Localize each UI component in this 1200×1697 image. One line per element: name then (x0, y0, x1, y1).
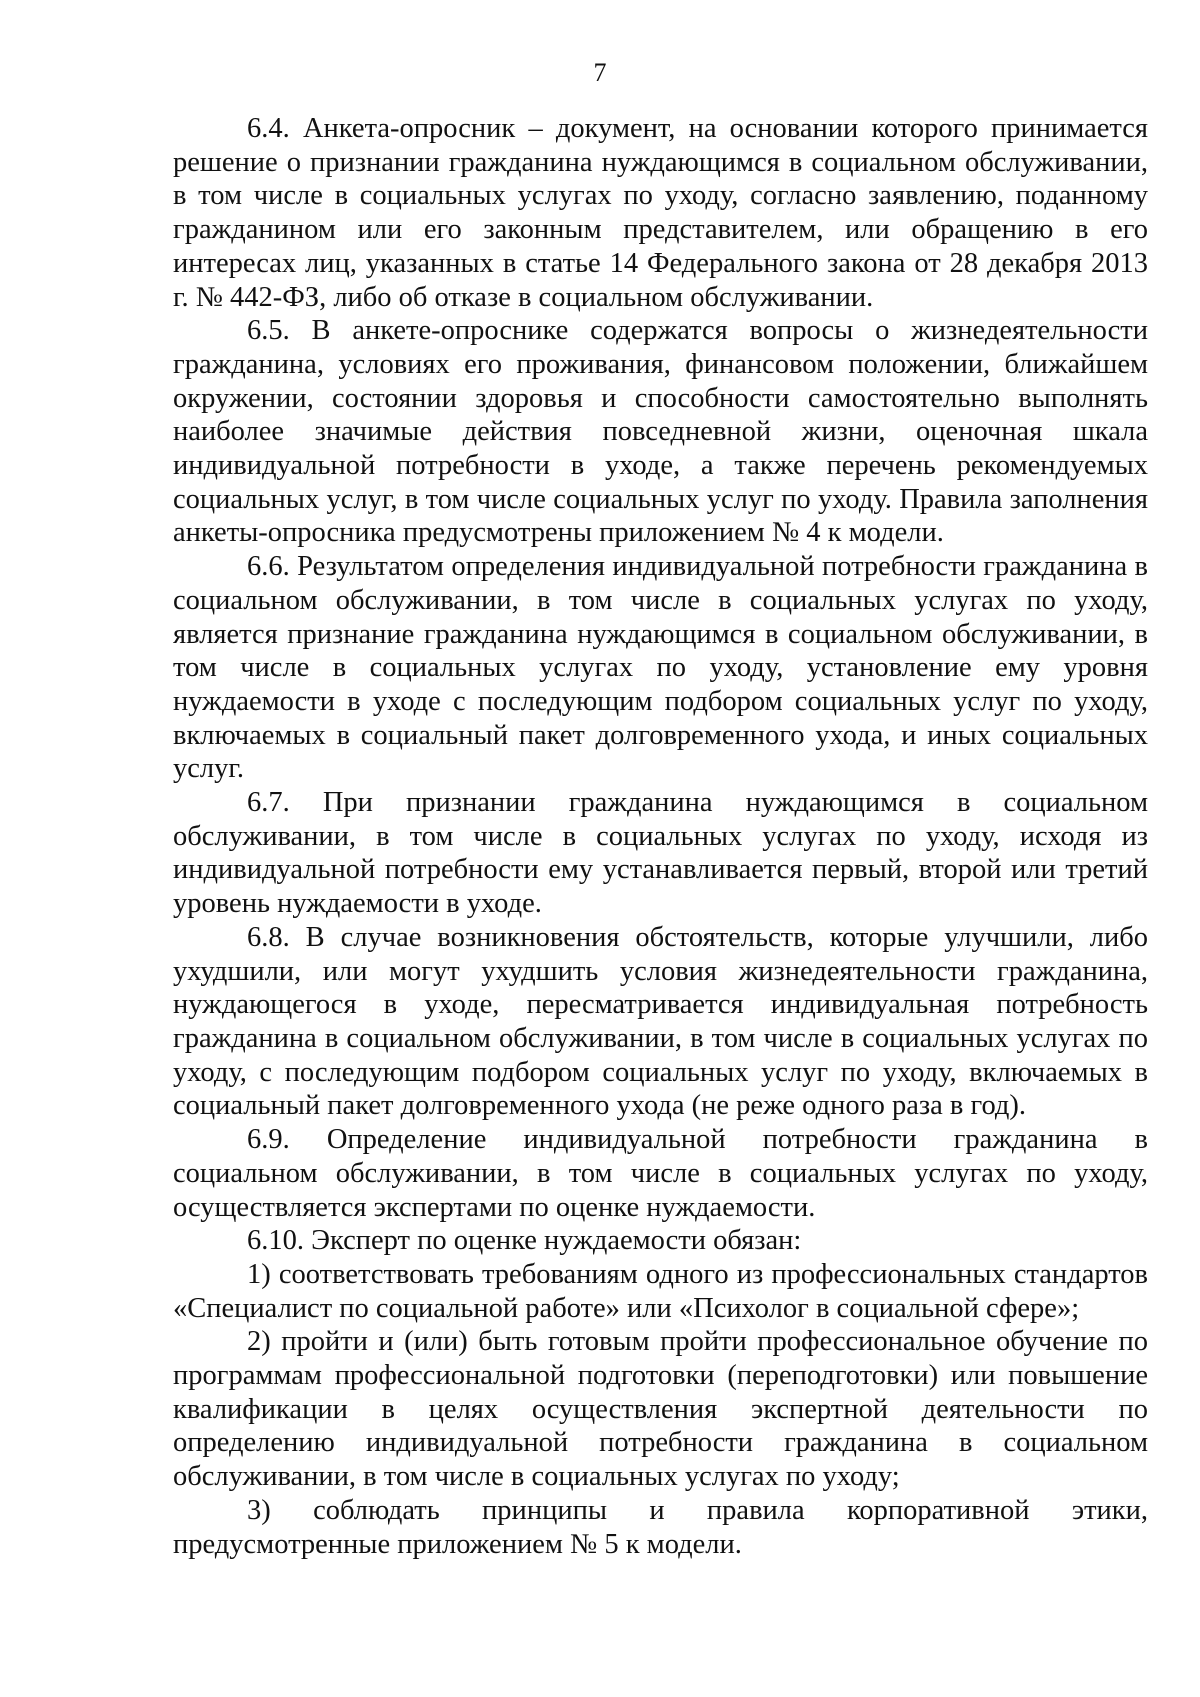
paragraph-6-5: 6.5. В анкете-опроснике содержатся вопросы о жизнедеятельности гражданина, условиях его проживания, финансовом положении, ближайшем окружении, состоянии здоровья и способности самостоятельно выполнять наиболее значимые действия повседневной жизни, оценочная шкала индивидуальной потребности в уходе, а также перечень рекомендуемых социальных услуг, в том числе социальных услуг по уходу. Правила заполнения анкеты-опросника предусмотрены приложением № 4 к модели. (173, 315, 1148, 549)
page-number: 7 (593, 58, 607, 87)
paragraph-6-6: 6.6. Результатом определения индивидуальной потребности гражданина в социальном обслуживании, в том числе в социальных услугах по уходу, является признание гражданина нуждающимся в социальном обслуживании, в том числе в социальных услугах по уходу, установление ему уровня нуждаемости в уходе с последующим подбором социальных услуг по уходу, включаемых в социальный пакет долговременного ухода, и иных социальных услуг. (173, 551, 1148, 785)
document-body (173, 112, 1148, 1561)
paragraph-6-7: 6.7. При признании гражданина нуждающимся в социальном обслуживании, в том числе в социальных услугах по уходу, исходя из индивидуальной потребности ему устанавливается первый, второй или третий уровень нуждаемости в уходе. (173, 787, 1148, 920)
list-item-2: 2) пройти и (или) быть готовым пройти профессиональное обучение по программам профессиональной подготовки (переподготовки) или повышение квалификации в целях осуществления экспертной деятельности по определению индивидуальной потребности гражданина в социальном обслуживании, в том числе в социальных услугах по уходу; (173, 1326, 1148, 1493)
paragraph-6-8: 6.8. В случае возникновения обстоятельств, которые улучшили, либо ухудшили, или могут ухудшить условия жизнедеятельности гражданина, нуждающегося в уходе, пересматривается индивидуальная потребность гражданина в социальном обслуживании, в том числе в социальных услугах по уходу, с последующим подбором социальных услуг по уходу, включаемых в социальный пакет долговременного ухода (не реже одного раза в год). (173, 921, 1148, 1122)
list-item-3: 3) соблюдать принципы и правила корпоративной этики, предусмотренные приложением № 5 к модели. (173, 1494, 1148, 1560)
paragraph-6-4: 6.4. Анкета-опросник – документ, на основании которого принимается решение о признании гражданина нуждающимся в социальном обслуживании, в том числе в социальных услугах по уходу, согласно заявлению, поданному гражданином или его законным представителем, или обращению в его интересах лиц, указанных в статье 14 Федерального закона от 28 декабря 2013 г. № 442-ФЗ, либо об отказе в социальном обслуживании. (173, 113, 1148, 313)
paragraph-6-10: 6.10. Эксперт по оценке нуждаемости обязан: (247, 1225, 802, 1257)
paragraph-6-9: 6.9. Определение индивидуальной потребности гражданина в социальном обслуживании, в том числе в социальных услугах по уходу, осуществляется экспертами по оценке нуждаемости. (173, 1124, 1148, 1223)
list-item-1: 1) соответствовать требованиям одного из профессиональных стандартов «Специалист по социальной работе» или «Психолог в социальной сфере»; (173, 1258, 1148, 1324)
